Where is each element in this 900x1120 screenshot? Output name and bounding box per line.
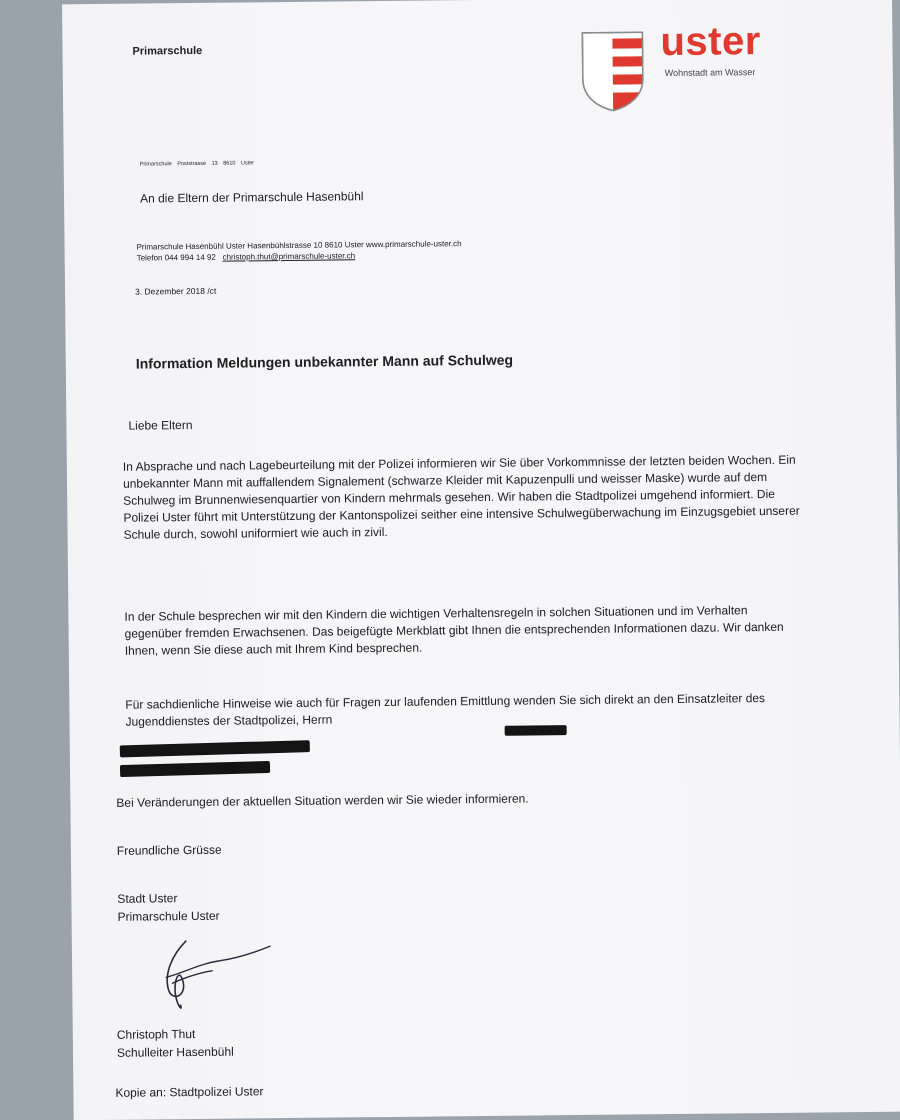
body-paragraph-3: Für sachdienliche Hinweise wie auch für Fragen zur laufenden Emittlung wenden Sie sich direkt an den Einsatzleiter des Jugenddienstes der Stadtpolizei, Herrn — [125, 691, 766, 729]
signer-block — [117, 1025, 234, 1062]
redaction-bar-phone — [120, 761, 270, 777]
letter-date: 3. Dezember 2018 /ct — [134, 285, 217, 297]
redaction-bar-contact — [120, 740, 310, 757]
uster-coat-of-arms-icon — [580, 30, 645, 113]
closing-greeting: Freundliche Grüsse — [116, 842, 222, 858]
school-label: Primarschule — [132, 44, 203, 58]
contact-address: Primarschule Hasenbühl Uster Hasenbühlstrasse 10 8610 Uster www.primarschule-uster.ch — [136, 239, 462, 252]
organization-school: Primarschule Uster — [117, 908, 220, 924]
contact-phone-email — [137, 249, 462, 263]
copy-recipients: Kopie an: Stadtpolizei Uster — [115, 1084, 264, 1100]
body-paragraph-1: In Absprache und nach Lagebeurteilung mit der Polizei informieren wir Sie über Vorkommnisse der letzten beiden Wochen. Ein unbekannter Mann mit auffallendem Signalement (schwarze Kleider mit Kapuzenpulli und weisser Maske) wurde auf dem Schulweg im Brunnenwiesenquartier von Kindern mehrmals gesehen. Wir haben die Stadtpolizei umgehend informiert. Die Polizei Uster führt mit Unterstützung der Kantonspolizei seither eine intensive Schulwegüberwachung im Einzugsgebiet unserer Schule durch, sowohl uniformiert wie auch in zivil. — [122, 452, 800, 542]
organization-block — [117, 889, 219, 926]
salutation: Liebe Eltern — [128, 418, 193, 433]
handwritten-signature — [142, 932, 273, 1013]
letter-page — [62, 0, 900, 1120]
letter-subject: Information Meldungen unbekannter Mann auf Schulweg — [135, 351, 514, 372]
organization-city: Stadt Uster — [117, 891, 178, 906]
sender-return-address: Primarschule Poststrasse 13 8610 Uster — [139, 160, 255, 168]
contact-block — [137, 238, 462, 263]
logo-tagline: Wohnstadt am Wasser — [664, 67, 756, 79]
update-note: Bei Veränderungen der aktuellen Situation werden wir Sie wieder informieren. — [116, 791, 529, 810]
recipient-line: An die Eltern der Primarschule Hasenbühl — [139, 189, 364, 206]
signer-title: Schulleiter Hasenbühl — [116, 1044, 234, 1060]
contact-email: christoph.thut@primarschule-uster.ch — [222, 251, 356, 262]
redaction-bar-name — [505, 725, 567, 736]
signer-name: Christoph Thut — [116, 1027, 196, 1042]
logo-wordmark: uster — [660, 19, 761, 65]
body-paragraph-2: In der Schule besprechen wir mit den Kindern die wichtigen Verhaltensregeln in solchen Situationen und im Verhalten gegenüber fremden Erwachsenen. Das beigefügte Merkblatt gibt Ihnen die entsprechenden Informationen dazu. Wir danken Ihnen, wenn Sie diese auch mit Ihrem Kind besprechen. — [124, 603, 784, 658]
contact-phone: Telefon 044 994 14 92 — [136, 252, 216, 263]
